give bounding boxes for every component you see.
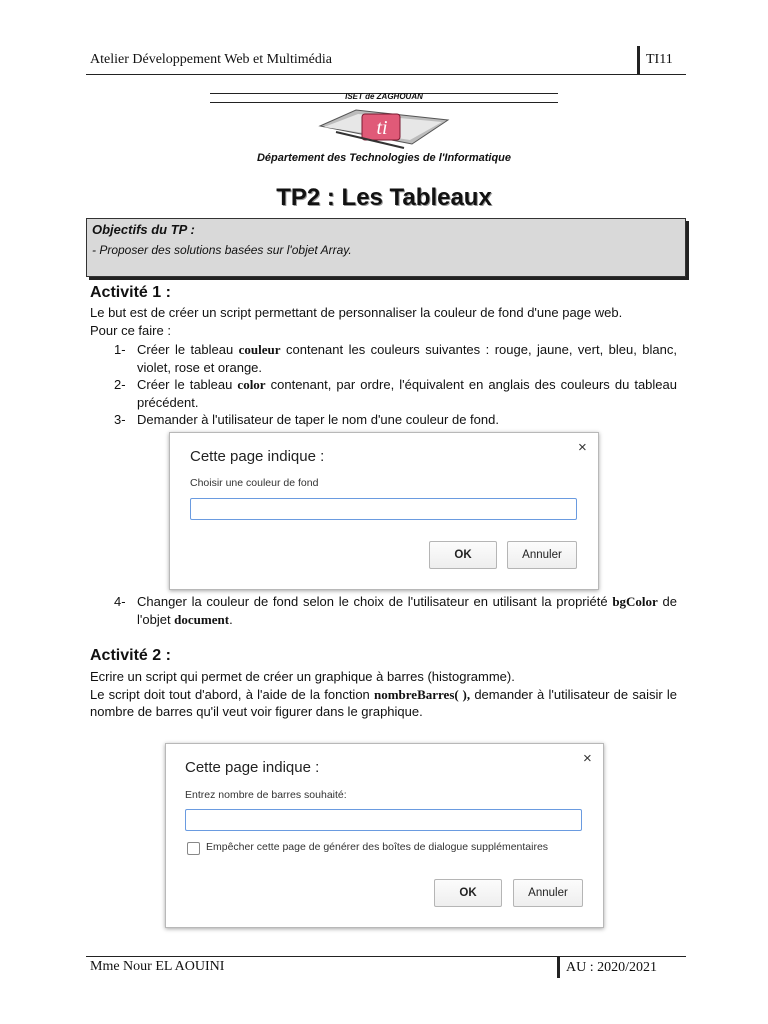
item-keyword: couleur [238, 342, 281, 357]
svg-text:ti: ti [376, 117, 388, 139]
item-keyword: color [237, 377, 266, 392]
item-text: contenant les couleurs suivantes : rouge, jaune, vert, bleu, blanc, violet, rose et orange. [137, 342, 677, 375]
ok-button[interactable]: OK [434, 879, 502, 907]
item-text: contenant, par ordre, l'équivalent en anglais des couleurs du tableau précédent. [137, 377, 677, 410]
item-text: Créer le tableau [137, 377, 238, 392]
item-text: . [229, 611, 233, 627]
activity1-intro [90, 304, 680, 339]
objectives-text: - Proposer des solutions basées sur l'objet Array. [92, 243, 352, 257]
footer-rule [86, 956, 686, 957]
activity1-item4 [137, 593, 677, 628]
header-title: Atelier Développement Web et Multimédia [90, 52, 332, 67]
activity1-intro-line1: Le but est de créer un script permettant de personnaliser la couleur de fond d'une page web. [90, 305, 623, 320]
activity2-text [90, 668, 677, 721]
footer-academic-year: AU : 2020/2021 [566, 960, 657, 975]
activity1-item1 [137, 341, 677, 376]
item-text: demander à l'utilisateur de saisir le nombre de barres qu'il veut voir figurer dans le graphique. [90, 686, 677, 719]
activity1-intro-line2: Pour ce faire : [90, 322, 171, 338]
cancel-button[interactable]: Annuler [513, 879, 583, 907]
footer-author: Mme Nour EL AOUINI [90, 959, 225, 974]
activity1-item3: Demander à l'utilisateur de taper le nom d'une couleur de fond. [137, 412, 499, 427]
dialog-prompt-label: Entrez nombre de barres souhaité: [185, 789, 347, 801]
footer-divider [557, 956, 560, 978]
activity1-item1-num: 1- [114, 342, 126, 357]
item-text: Changer la couleur de fond selon le choix de l'utilisateur en utilisant la propriété [137, 594, 613, 609]
dialog-heading: Cette page indique : [190, 448, 325, 465]
item-keyword: document [174, 611, 230, 627]
suppress-dialogs-checkbox[interactable] [187, 842, 200, 855]
color-input[interactable] [190, 498, 577, 520]
bars-count-input[interactable] [185, 809, 582, 831]
header-divider [637, 46, 640, 74]
logo-bottom-rule [210, 102, 558, 103]
header-course-code: TI11 [646, 52, 673, 67]
objectives-title: Objectifs du TP : [92, 222, 195, 237]
cancel-button[interactable]: Annuler [507, 541, 577, 569]
page-title: TP2 : Les Tableaux [276, 184, 492, 211]
activity1-item2-num: 2- [114, 377, 126, 392]
dialog-prompt-label: Choisir une couleur de fond [190, 477, 319, 489]
item-keyword: nombreBarres( ), [373, 686, 471, 702]
department-logo-icon [316, 104, 452, 152]
prompt-dialog-bars [165, 743, 604, 928]
logo-institution: ISET de ZAGHOUAN [345, 92, 423, 101]
dialog-heading: Cette page indique : [185, 759, 320, 776]
close-icon[interactable]: × [578, 439, 587, 456]
activity1-item4-num: 4- [114, 594, 126, 609]
header-rule [86, 74, 686, 75]
activity1-title: Activité 1 : [90, 284, 171, 301]
suppress-dialogs-label: Empêcher cette page de générer des boîtes de dialogue supplémentaires [206, 841, 549, 853]
prompt-dialog-color [169, 432, 599, 590]
activity1-item3-num: 3- [114, 412, 126, 427]
item-text: de l'objet [137, 594, 677, 627]
item-text: Créer le tableau [137, 342, 239, 357]
item-text: Le script doit tout d'abord, à l'aide de la fonction [90, 686, 374, 702]
ok-button[interactable]: OK [429, 541, 497, 569]
activity2-title: Activité 2 : [90, 647, 171, 664]
activity2-line2 [90, 686, 677, 721]
close-icon[interactable]: × [583, 750, 592, 767]
logo-department: Département des Technologies de l'Informatique [256, 152, 512, 164]
activity2-line1: Ecrire un script qui permet de créer un graphique à barres (histogramme). [90, 669, 515, 684]
item-keyword: bgColor [612, 594, 658, 609]
activity1-item2 [137, 376, 677, 411]
